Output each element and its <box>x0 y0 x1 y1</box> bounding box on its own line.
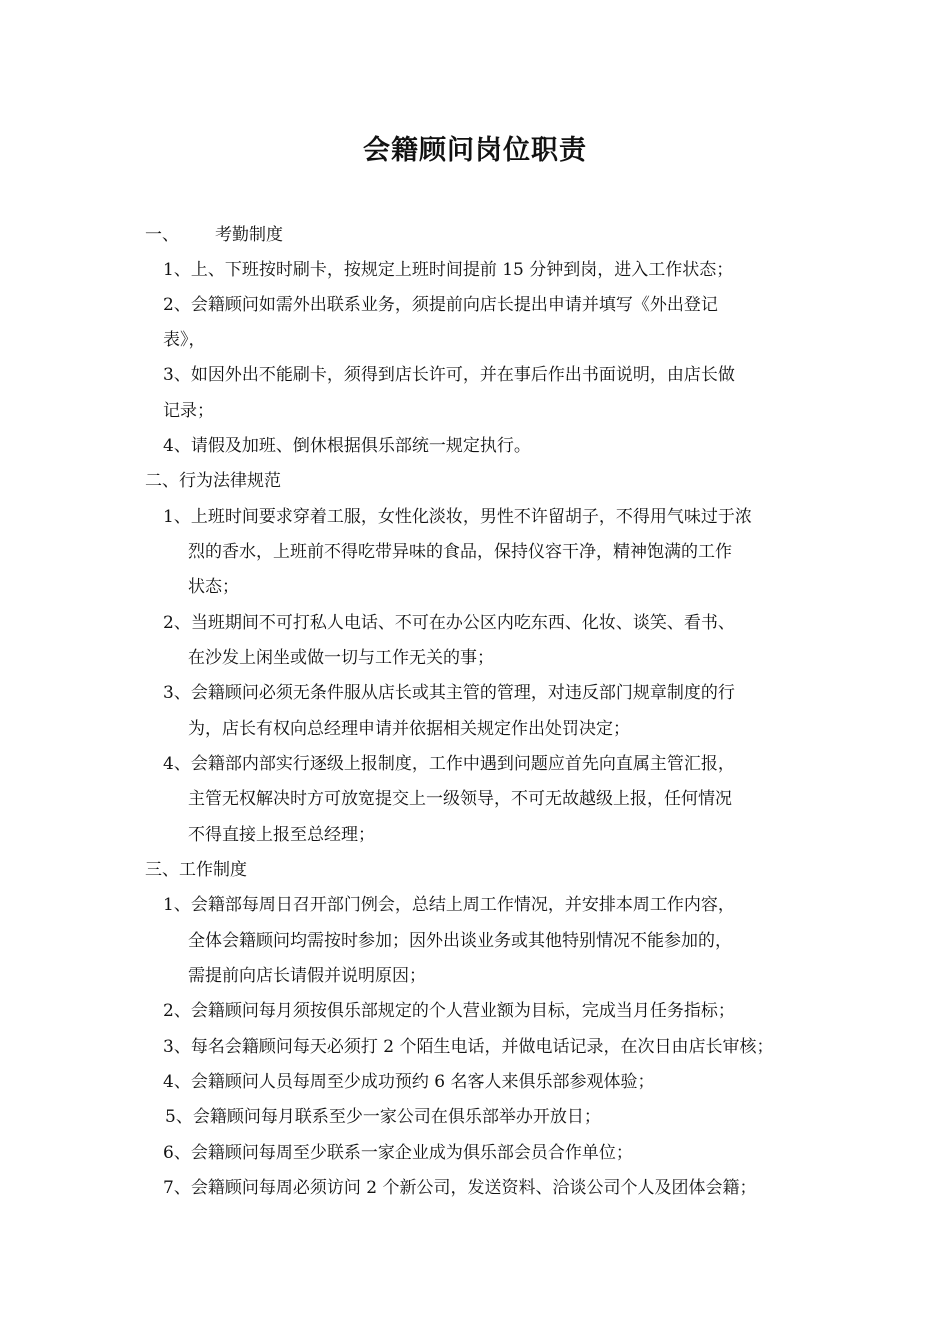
list-item: 4、会籍顾问人员每周至少成功预约 6 名客人来俱乐部参观体验； <box>163 1072 655 1092</box>
section-number: 二、 <box>145 471 179 491</box>
list-item-continuation: 需提前向店长请假并说明原因； <box>188 966 426 986</box>
list-item-continuation: 不得直接上报至总经理； <box>188 825 375 845</box>
list-item-continuation: 主管无权解决时方可放宽提交上一级领导，不可无故越级上报，任何情况 <box>188 789 732 809</box>
section-title: 考勤制度 <box>215 225 283 245</box>
section-title: 工作制度 <box>179 860 247 880</box>
section-number: 三、 <box>145 860 179 880</box>
list-item: 2、会籍顾问每月须按俱乐部规定的个人营业额为目标，完成当月任务指标； <box>163 1001 735 1021</box>
section-title: 行为法律规范 <box>179 471 281 491</box>
list-item: 2、会籍顾问如需外出联系业务，须提前向店长提出申请并填写《外出登记 <box>163 295 718 315</box>
list-item: 4、会籍部内部实行逐级上报制度，工作中遇到问题应首先向直属主管汇报， <box>163 754 735 774</box>
list-item: 1、上班时间要求穿着工服，女性化淡妆，男性不许留胡子，不得用气味过于浓 <box>163 507 752 527</box>
list-item-continuation: 表》， <box>163 330 206 350</box>
list-item-continuation: 状态； <box>188 577 239 597</box>
list-item-continuation: 记录； <box>163 401 214 421</box>
list-item: 4、请假及加班、倒休根据俱乐部统一规定执行。 <box>163 436 531 456</box>
list-item: 3、每名会籍顾问每天必须打 2 个陌生电话，并做电话记录，在次日由店长审核； <box>163 1037 774 1057</box>
section-heading <box>145 468 281 494</box>
section-number: 一、 <box>145 225 179 245</box>
list-item: 1、会籍部每周日召开部门例会，总结上周工作情况，并安排本周工作内容， <box>163 895 735 915</box>
list-item-continuation: 为，店长有权向总经理申请并依据相关规定作出处罚决定； <box>188 719 630 739</box>
list-item-continuation: 全体会籍顾问均需按时参加；因外出谈业务或其他特别情况不能参加的， <box>188 931 732 951</box>
section-heading <box>145 857 247 883</box>
list-item-continuation: 烈的香水，上班前不得吃带异味的食品，保持仪容干净，精神饱满的工作 <box>188 542 732 562</box>
list-item: 3、会籍顾问必须无条件服从店长或其主管的管理，对违反部门规章制度的行 <box>163 683 735 703</box>
list-item: 6、会籍顾问每周至少联系一家企业成为俱乐部会员合作单位； <box>163 1143 633 1163</box>
list-item: 1、上、下班按时刷卡，按规定上班时间提前 15 分钟到岗，进入工作状态； <box>163 260 734 280</box>
list-item: 7、会籍顾问每周必须访问 2 个新公司，发送资料、洽谈公司个人及团体会籍； <box>163 1178 757 1198</box>
list-item: 5、会籍顾问每月联系至少一家公司在俱乐部举办开放日； <box>165 1107 601 1127</box>
list-item: 2、当班期间不可打私人电话、不可在办公区内吃东西、化妆、谈笑、看书、 <box>163 613 735 633</box>
document-title: 会籍顾问岗位职责 <box>363 135 587 166</box>
list-item: 3、如因外出不能刷卡，须得到店长许可，并在事后作出书面说明，由店长做 <box>163 365 735 385</box>
list-item-continuation: 在沙发上闲坐或做一切与工作无关的事； <box>188 648 494 668</box>
section-heading <box>145 222 283 248</box>
